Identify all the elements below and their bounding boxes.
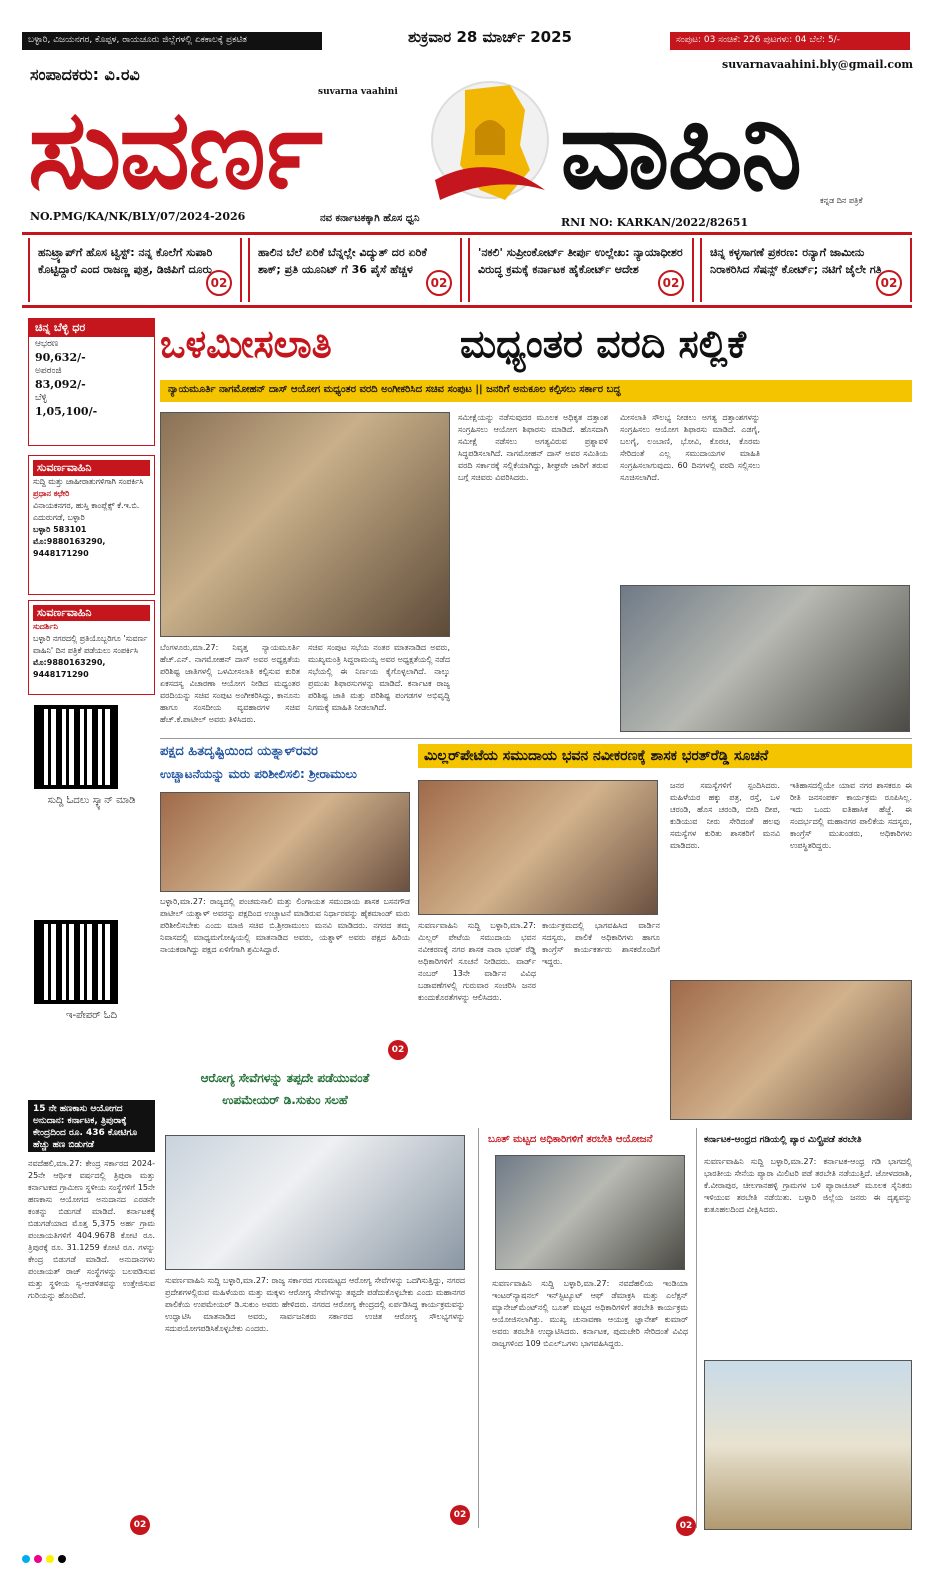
residents-photo [670, 980, 912, 1120]
print-registration-marks [22, 1548, 912, 1558]
office-ad [28, 455, 155, 595]
miller-headline: ಮಿಲ್ಲರ್‌ಪೇಟೆಯ ಸಮುದಾಯ ಭವನ ನವೀಕರಣಕ್ಕೆ ಶಾಸಕ ಭರತ್‌ರೆಡ್ಡಿ ಸೂಚನೆ [418, 744, 912, 768]
finance-body: ನವದೆಹಲಿ,ಮಾ.27: ಕೇಂದ್ರ ಸರ್ಕಾರದ 2024-25ನೇ ಆರ್ಥಿಕ ವರ್ಷದಲ್ಲಿ ತ್ರಿಪುರಾ ಮತ್ತು ಕರ್ನಾಟಕದ ಗ್ರಾಮೀಣ ಸ್ಥಳೀಯ ಸಂಸ್ಥೆಗಳಿಗೆ 15ನೇ ಹಣಕಾಸು ಆಯೋಗದ ಅನುದಾನದ ಎರಡನೇ ಕಂತನ್ನು ಬಿಡುಗಡೆ ಮಾಡಿದೆ. ಕರ್ನಾಟಕಕ್ಕೆ ಬಿಡುಗಡೆಯಾದ ಮೊತ್ತ 5,375 ಅರ್ಹ ಗ್ರಾಮ ಪಂಚಾಯತಿಗಳಿಗೆ 404.9678 ಕೋಟಿ ರೂ. ತ್ರಿಪುರಕ್ಕೆ ರೂ. 31.1259 ಕೋಟಿ ರೂ. ಗಳನ್ನು ಕೇಂದ್ರ ಬಿಡುಗಡೆ ಮಾಡಿದೆ. ಅನುದಾನಗಳು ಪಂಚಾಯತ್ ರಾಜ್ ಸಂಸ್ಥೆಗಳನ್ನು ಬಲಪಡಿಸುವ ಮತ್ತು ಸ್ಥಳೀಯ ಸ್ವ-ಆಡಳಿತವನ್ನು ಉತ್ತೇಜಿಸುವ ಗುರಿಯನ್ನು ಹೊಂದಿವೆ. [28, 1159, 155, 1300]
daily-label: ಕನ್ನಡ ದಿನ ಪತ್ರಿಕೆ [820, 196, 863, 205]
finance-headline: 15 ನೇ ಹಣಕಾಸು ಆಯೋಗದ ಅನುದಾನ: ಕರ್ನಾಟಕ, ತ್ರಿಪುರಾಕ್ಕೆ ಕೇಂದ್ರದಿಂದ ರೂ. 436 ಕೋಟಿಗೂ ಹೆಚ್ಚು ಹಣ ಬಿಡುಗಡೆ [28, 1100, 155, 1152]
health-headline-2: ಉಪಮೇಯರ್ ಡಿ.ಸುಕುಂ ಸಲಹೆ [222, 1093, 348, 1107]
miller-column-3: ಸುವರ್ಣವಾಹಿನಿ ಸುದ್ದಿ ಬಳ್ಳಾರಿ,ಮಾ.27: ಮಿಲ್ಲರ್ ಪೇಟೆಯ ಸಮುದಾಯ ಭವನ ನವೀಕರಣಕ್ಕೆ ನಗರ ಶಾಸಕ ನಾರಾ ಭರತ್ ರೆಡ್ಡಿ ಅಧಿಕಾರಿಗಳಿಗೆ ಸೂಚನೆ ನೀಡಿದರು. ವಾರ್ಡ್ ನಂಬರ್ 13ನೇ ವಾರ್ಡಿನ ವಿವಿಧ ಬಡಾವಣೆಗಳಲ್ಲಿ ಗುರುವಾರ ಸಂಚರಿಸಿ ಜನರ ಕುಂದುಕೊರತೆಗಳನ್ನು ಆಲಿಸಿದರು. [418, 921, 536, 1002]
masthead-subtitle: suvarna vaahini [318, 87, 398, 97]
miller-column-1: ಜನರ ಸಮಸ್ಯೆಗಳಿಗೆ ಸ್ಪಂದಿಸಿದರು. ಮಹಿಳೆಯರ ಹಕ್ಕು ಪತ್ರ, ರಸ್ತೆ, ಒಳ ಚರಂಡಿ, ಹೊಸ ಚರಂಡಿ, ಬೀದಿ ದೀಪ, ಕುಡಿಯುವ ನೀರು ಸೇರಿದಂತೆ ಹಲವು ಸಮಸ್ಯೆಗಳ ಕುರಿತು ಶಾಸಕರಿಗೆ ಮನವಿ ಮಾಡಿದರು. [670, 781, 780, 850]
blo-training-photo [495, 1155, 685, 1270]
subscription-ad [28, 600, 155, 695]
teaser-2[interactable] [248, 238, 462, 302]
lead-headline-right: ಮಧ್ಯಂತರ ವರದಿ ಸಲ್ಲಿಕೆ [460, 322, 747, 366]
miller-column-4: ಕಾರ್ಯಕ್ರಮದಲ್ಲಿ ಭಾಗವಹಿಸಿದ ವಾರ್ಡಿನ ಸದಸ್ಯರು, ಪಾಲಿಕೆ ಅಧಿಕಾರಿಗಳು ಹಾಗೂ ಕಾಂಗ್ರೆಸ್ ಕಾರ್ಯಕರ್ತರು ಶಾಸಕರೊಂದಿಗೆ ಇದ್ದರು. [542, 921, 660, 966]
issue-info: ಸಂಪುಟ: 03 ಸಂಚಿಕೆ: 226 ಪುಟಗಳು: 04 ಬೆಲೆ: 5/- [670, 32, 910, 50]
page-badge: 02 [130, 1515, 150, 1535]
teaser-page-badge: 02 [876, 270, 902, 296]
silver-label: ಬೆಳ್ಳಿ [35, 393, 47, 403]
health-body: ಸುವರ್ಣವಾಹಿನಿ ಸುದ್ದಿ ಬಳ್ಳಾರಿ,ಮಾ.27: ರಾಜ್ಯ ಸರ್ಕಾರದ ಗುಣಮಟ್ಟದ ಆರೋಗ್ಯ ಸೇವೆಗಳನ್ನು ಒದಗಿಸುತ್ತಿದ್ದು, ನಗರದ ಪ್ರದೇಶಗಳಲ್ಲಿರುವ ಮಹಿಳೆಯರು ಮತ್ತು ಮಕ್ಕಳು ಆರೋಗ್ಯ ಸೇವೆಗಳನ್ನು ತಪ್ಪದೇ ಪಡೆದುಕೊಳ್ಳಬೇಕು ಎಂದು ಮಹಾನಗರ ಪಾಲಿಕೆಯ ಉಪಮೇಯರ್ ಡಿ.ಸುಕುಂ ಅವರು ಹೇಳಿದರು. ನಗರದ ಆರೋಗ್ಯ ಕೇಂದ್ರದಲ್ಲಿ ಏರ್ಪಡಿಸಿದ್ದ ಕಾರ್ಯಕ್ರಮವನ್ನು ಉದ್ಘಾಟಿಸಿ ಮಾತನಾಡಿದ ಅವರು, ಸಾರ್ವಜನಿಕರು ಸರ್ಕಾರದ ಉಚಿತ ಆರೋಗ್ಯ ಸೌಲಭ್ಯಗಳನ್ನು ಸದುಪಯೋಗಪಡಿಸಿಕೊಳ್ಳಬೇಕು ಎಂದರು. [165, 1276, 465, 1333]
teaser-rule [22, 305, 912, 308]
teaser-text: 'ನಕಲಿ' ಸುಪ್ರೀಂಕೋರ್ಟ್ ತೀರ್ಪು ಉಲ್ಲೇಖ: ನ್ಯಾಯಾಧೀಶರ ವಿರುದ್ಧ ಕ್ರಮಕ್ಕೆ ಕರ್ನಾಟಕ ಹೈಕೋರ್ಟ್ ಆದೇಶ [478, 246, 683, 276]
postal-registration: NO.PMG/KA/NK/BLY/07/2024-2026 [30, 210, 246, 223]
ad-text: ಬಳ್ಳಾರಿ ನಗರದಲ್ಲಿ ಪ್ರತಿಯೊಬ್ಬರಿಗೂ 'ಸುವರ್ಣ ವಾಹಿನಿ' ದಿನ ಪತ್ರಿಕೆ ಪಡೆಯಲು ಸಂಪರ್ಕಿಸಿ [33, 634, 148, 655]
mla-visit-photo [418, 780, 658, 915]
politics-headline-2: ಉಚ್ಚಾಟನೆಯನ್ನು ಮರು ಪರಿಶೀಲಿಸಲಿ: ಶ್ರೀರಾಮುಲು [160, 767, 357, 781]
miller-column-2: ಇತಿಹಾಸದಲ್ಲಿಯೇ ಯಾವ ನಗರ ಶಾಸಕರೂ ಈ ರೀತಿ ಜನಸಂಪರ್ಕ ಕಾರ್ಯಕ್ರಮ ರೂಪಿಸಿಲ್ಲ. ಇದು ಒಂದು ಐತಿಹಾಸಿಕ ಹೆಜ್ಜೆ. ಈ ಸಂದರ್ಭದಲ್ಲಿ ಮಹಾನಗರ ಪಾಲಿಕೆಯ ಸದಸ್ಯರು, ಕಾಂಗ್ರೆಸ್ ಮುಖಂಡರು, ಅಧಿಕಾರಿಗಳು ಉಪಸ್ಥಿತರಿದ್ದರು. [790, 781, 912, 850]
ad-office-title: ಪ್ರಧಾನ ಕಛೇರಿ [33, 489, 70, 498]
gold-rate-title: ಚಿನ್ನ ಬೆಳ್ಳಿ ಧರ [29, 319, 154, 337]
ad-pin: ಬಳ್ಳಾರಿ 583101 [33, 525, 87, 534]
column-divider [478, 1128, 479, 1528]
teaser-text: ಹಾಲಿನ ಬೆಲೆ ಏರಿಕೆ ಬೆನ್ನಲ್ಲೇ ವಿದ್ಯುತ್ ದರ ಏರಿಕೆ ಶಾಕ್; ಪ್ರತಿ ಯೂನಿಟ್ ಗೆ 36 ಪೈಸೆ ಹೆಚ್ಚಳ [258, 246, 427, 276]
teaser-4[interactable] [700, 238, 912, 302]
ad-line: ಸುದ್ದಿ ಮತ್ತು ಜಾಹೀರಾತುಗಳಿಗಾಗಿ ಸಂಪರ್ಕಿಸಿ [33, 477, 144, 486]
booth-body: ಸುವರ್ಣವಾಹಿನಿ ಸುದ್ದಿ ಬಳ್ಳಾರಿ,ಮಾ.27: ನವದೆಹಲಿಯ ಇಂಡಿಯಾ ಇಂಟರ್‌ನ್ಯಾಷನಲ್ ಇನ್‌ಸ್ಟಿಟ್ಯೂಟ್ ಆಫ್ ಡೆಮಾಕ್ರಸಿ ಮತ್ತು ಎಲೆಕ್ಷನ್ ಮ್ಯಾನೇಜ್‌ಮೆಂಟ್‌ನಲ್ಲಿ ಬೂತ್ ಮಟ್ಟದ ಅಧಿಕಾರಿಗಳಿಗೆ ತರಬೇತಿ ಕಾರ್ಯಕ್ರಮ ಆಯೋಜಿಸಲಾಗಿತ್ತು. ಮುಖ್ಯ ಚುನಾವಣಾ ಆಯುಕ್ತ ಜ್ಞಾನೇಶ್ ಕುಮಾರ್ ಅವರು ತರಬೇತಿ ಉದ್ಘಾಟಿಸಿದರು. ಕರ್ನಾಟಕ, ಪುದುಚೇರಿ ಸೇರಿದಂತೆ ವಿವಿಧ ರಾಜ್ಯಗಳಿಂದ 109 ಬಿಎಲ್‌ಒಗಳು ಭಾಗವಹಿಸಿದ್ದರು. [492, 1279, 688, 1348]
health-camp-photo [165, 1135, 465, 1270]
gold-value: 90,632/- [35, 351, 86, 364]
meeting-photo [620, 585, 910, 732]
ad-phone: ಮೊ:9880163290, 9448171290 [33, 658, 106, 679]
districts-banner: ಬಳ್ಳಾರಿ, ವಿಜಯನಗರ, ಕೊಪ್ಪಳ, ರಾಯಚೂರು ಜಿಲ್ಲೆಗಳಲ್ಲಿ ಏಕಕಾಲಕ್ಕೆ ಪ್ರಕಟಿತ [22, 32, 322, 50]
teaser-text: ಚಿನ್ನ ಕಳ್ಳಸಾಗಣೆ ಪ್ರಕರಣ: ರನ್ಯಾಗೆ ಜಾಮೀನು ನಿರಾಕರಿಸಿದ ಸೆಷನ್ಸ್ ಕೋರ್ಟ್; ನಟಿಗೆ ಜೈಲೇ ಗತಿ [710, 246, 882, 276]
epaper-qr-code[interactable] [34, 920, 118, 1004]
politics-headline-1: ಪಕ್ಷದ ಹಿತದೃಷ್ಟಿಯಿಂದ ಯತ್ನಾಳ್‌ರವರ [160, 744, 318, 759]
silver-value: 1,05,100/- [35, 405, 98, 418]
lead-column-3: ಸಮೀಕ್ಷೆಯನ್ನು ನಡೆಸುವುದರ ಮೂಲಕ ಅಧಿಕೃತ ದತ್ತಾಂಶ ಸಂಗ್ರಹಿಸಲು ಆಯೋಗ ಶಿಫಾರಸು ಮಾಡಿದೆ. ಹೊಸದಾಗಿ ಸಮೀಕ್ಷೆ ನಡೆಸಲು ಅಗತ್ಯವಿರುವ ಪ್ರಶ್ನಾವಳಿ ಸಿದ್ಧಪಡಿಸಲಾಗಿದೆ. ನಾಗಮೋಹನ್ ದಾಸ್ ಅವರ ಸಮಿತಿಯ ವರದಿ ಸರ್ಕಾರಕ್ಕೆ ಸಲ್ಲಿಕೆಯಾಗಿದ್ದು, ಶೀಘ್ರವೇ ಜಾರಿಗೆ ತರುವ ಬಗ್ಗೆ ಸಚಿವರು ವಿವರಿಸಿದರು. [458, 413, 608, 482]
section-divider [160, 738, 912, 739]
masthead-title-left: ಸುವರ್ಣ [28, 88, 321, 211]
gold-value: 83,092/- [35, 378, 86, 391]
ad-heading: ಸುದರ್ಶಿನಿ [33, 622, 58, 631]
ad-brand: ಸುವರ್ಣವಾಹಿನಿ [33, 460, 150, 476]
teaser-page-badge: 02 [658, 270, 684, 296]
contact-email[interactable]: suvarnavaahini.bly@gmail.com [722, 58, 914, 71]
cabinet-report-photo [160, 412, 450, 637]
page-badge: 02 [388, 1040, 408, 1060]
ad-address: ವಿನಾಯಕನಗರ, ಹುಸ್ತಿ ಕಾಂಪ್ಲೆಕ್ಸ್ ಕೆ.ಇ.ಬಿ. ಎದುರುಗಡೆ, ಬಳ್ಳಾರಿ [33, 501, 140, 522]
teaser-page-badge: 02 [426, 270, 452, 296]
column-divider [696, 1128, 697, 1528]
lead-column-4: ಮೀಸಲಾತಿ ಸೌಲಭ್ಯ ನೀಡಲು ಅಗತ್ಯ ದತ್ತಾಂಶಗಳನ್ನು ಸಂಗ್ರಹಿಸಲು ಆಯೋಗ ಶಿಫಾರಸು ಮಾಡಿದೆ. ಎಡಗೈ, ಬಲಗೈ, ಲಂಬಾಣಿ, ಭೋವಿ, ಕೊರಚ, ಕೊರಮ ಸೇರಿದಂತೆ ಎಲ್ಲ ಸಮುದಾಯಗಳ ಮಾಹಿತಿ ಸಂಗ್ರಹಿಸಲಾಗುವುದು. 60 ದಿನಗಳಲ್ಲಿ ವರದಿ ಸಲ್ಲಿಸಲು ಸೂಚಿಸಲಾಗಿದೆ. [620, 413, 760, 482]
sriramulu-photo [160, 792, 410, 892]
teaser-page-badge: 02 [206, 270, 232, 296]
teaser-text: ಹನಿಟ್ರ್ಯಾಪ್‌ಗೆ ಹೊಸ ಟ್ವಿಸ್ಟ್: ನನ್ನ ಕೊಲೆಗೆ ಸುಪಾರಿ ಕೊಟ್ಟಿದ್ದಾರೆ ಎಂದ ರಾಜಣ್ಣ ಪುತ್ರ, ಡಿಜಿಪಿಗೆ ದೂರು [38, 246, 213, 276]
teaser-3[interactable] [468, 238, 694, 302]
masthead-title-right: ವಾಹಿನಿ [560, 88, 801, 211]
lead-column-1: ಬೆಂಗಳೂರು,ಮಾ.27: ನಿವೃತ್ತ ನ್ಯಾಯಮೂರ್ತಿ ಹೆಚ್.ಎನ್. ನಾಗಮೋಹನ್ ದಾಸ್ ಅವರ ಅಧ್ಯಕ್ಷತೆಯ ಪರಿಶಿಷ್ಟ ಜಾತಿಗಳಲ್ಲಿ ಒಳಮೀಸಲಾತಿ ಕಲ್ಪಿಸುವ ಕುರಿತ ಏಕಸದಸ್ಯ ವಿಚಾರಣಾ ಆಯೋಗ ನೀಡಿದ ಮಧ್ಯಂತರ ವರದಿಯನ್ನು ಸಚಿವ ಸಂಪುಟ ಅಂಗೀಕರಿಸಿದ್ದು, ಕಾನೂನು ಹಾಗೂ ಸಂಸದೀಯ ವ್ಯವಹಾರಗಳ ಸಚಿವ ಹೆಚ್.ಕೆ.ಪಾಟೀಲ್ ಅವರು ತಿಳಿಸಿದರು. [160, 643, 300, 724]
masthead-tagline: ನವ ಕರ್ನಾಟಕಕ್ಕಾಗಿ ಹೊಸ ಧ್ವನಿ [320, 213, 420, 224]
gold-label: ಆಭರಣ [35, 339, 59, 349]
qr-caption: ಸುದ್ದಿ ಓದಲು ಸ್ಕ್ಯಾನ್ ಮಾಡಿ [47, 795, 136, 806]
teaser-1[interactable] [28, 238, 242, 302]
lead-subhead: ನ್ಯಾಯಮೂರ್ತಿ ನಾಗಮೋಹನ್ ದಾಸ್ ಆಯೋಗ ಮಧ್ಯಂತರ ವರದಿ ಅಂಗೀಕರಿಸಿದ ಸಚಿವ ಸಂಪುಟ || ಜನರಿಗೆ ಅನುಕೂಲ ಕಲ್ಪಿಸಲು ಸರ್ಕಾರ ಬದ್ಧ [160, 380, 912, 402]
ad-brand: ಸುವರ್ಣವಾಹಿನಿ [33, 605, 150, 621]
health-headline-1: ಆರೋಗ್ಯ ಸೇವೆಗಳನ್ನು ತಪ್ಪದೇ ಪಡೆಯುವಂತೆ [200, 1071, 370, 1085]
issue-date: ಶುಕ್ರವಾರ 28 ಮಾರ್ಚ್ 2025 [408, 28, 572, 46]
lead-headline-left: ಒಳಮೀಸಲಾತಿ [160, 322, 332, 366]
politics-body: ಬಳ್ಳಾರಿ,ಮಾ.27: ರಾಜ್ಯದಲ್ಲಿ ಪಂಚಮಸಾಲಿ ಮತ್ತು ಲಿಂಗಾಯತ ಸಮುದಾಯ ಶಾಸಕ ಬಸನಗೌಡ ಪಾಟೀಲ್ ಯತ್ನಾಳ್ ಅವರನ್ನು ಪಕ್ಷದಿಂದ ಉಚ್ಚಾಟನೆ ಮಾಡಿರುವ ನಿರ್ಧಾರವನ್ನು ಹೈಕಮಾಂಡ್ ಮರು ಪರಿಶೀಲಿಸಬೇಕು ಎಂದು ಮಾಜಿ ಸಚಿವ ಬಿ.ಶ್ರೀರಾಮುಲು ಮನವಿ ಮಾಡಿದರು. ನಗರದ ತಮ್ಮ ನಿವಾಸದಲ್ಲಿ ಮಾಧ್ಯಮಗೋಷ್ಠಿಯಲ್ಲಿ ಮಾತನಾಡಿದ ಅವರು, ಯತ್ನಾಳ್ ಅವರು ಪಕ್ಷದ ಹಿರಿಯ ನಾಯಕರಾಗಿದ್ದು ಪಕ್ಷದ ಏಳಿಗೆಗಾಗಿ ಶ್ರಮಿಸಿದ್ದಾರೆ. [160, 897, 410, 954]
news-qr-code[interactable] [34, 705, 118, 789]
page-badge: 02 [676, 1516, 696, 1536]
rni-number: RNI NO: KARKAN/2022/82651 [561, 216, 749, 229]
gold-rate-box [28, 318, 155, 446]
drone-headline: ಕರ್ನಾಟಕ-ಆಂಧ್ರದ ಗಡಿಯಲ್ಲಿ ಪ್ಯಾರ ಮಿಲ್ಟ್ರಿಪಡೆ ತರಬೇತಿ [704, 1135, 862, 1145]
editor-name: ಸಂಪಾದಕರು: ವಿ.ರವಿ [30, 65, 140, 84]
lead-column-2: ಸಚಿವ ಸಂಪುಟ ಸಭೆಯ ನಂತರ ಮಾತನಾಡಿದ ಅವರು, ಮುಖ್ಯಮಂತ್ರಿ ಸಿದ್ದರಾಮಯ್ಯ ಅವರ ಅಧ್ಯಕ್ಷತೆಯಲ್ಲಿ ನಡೆದ ಸಭೆಯಲ್ಲಿ ಈ ನಿರ್ಣಯ ಕೈಗೊಳ್ಳಲಾಗಿದೆ. ನಾಲ್ಕು ಪ್ರಮುಖ ಶಿಫಾರಸುಗಳನ್ನು ಮಾಡಿದೆ. ಕರ್ನಾಟಕ ರಾಜ್ಯ ಪರಿಶಿಷ್ಟ ಜಾತಿ ಮತ್ತು ಪರಿಶಿಷ್ಟ ಪಂಗಡಗಳ ಅಭಿವೃದ್ಧಿ ನಿಗಮಕ್ಕೆ ಮಾಹಿತಿ ನೀಡಲಾಗಿದೆ. [308, 643, 450, 712]
karnataka-map-emblem-icon [425, 70, 555, 220]
qr-caption: ಇ-ಪೇಪರ್ ಓದಿ [65, 1010, 118, 1021]
masthead-rule [22, 232, 912, 235]
page-badge: 02 [450, 1505, 470, 1525]
paratroopers-photo [704, 1360, 912, 1530]
gold-label: ಅಪರಂಜಿ [35, 366, 62, 376]
booth-headline: ಬೂತ್ ಮಟ್ಟದ ಅಧಿಕಾರಿಗಳಿಗೆ ತರಬೇತಿ ಆಯೋಜನೆ [488, 1134, 653, 1145]
drone-body: ಸುವರ್ಣವಾಹಿನಿ ಸುದ್ದಿ ಬಳ್ಳಾರಿ,ಮಾ.27: ಕರ್ನಾಟಕ-ಆಂಧ್ರ ಗಡಿ ಭಾಗದಲ್ಲಿ ಭಾರತೀಯ ಸೇನೆಯ ಪ್ಯಾರಾ ಮಿಲಿಟರಿ ಪಡೆ ತರಬೇತಿ ನಡೆಯುತ್ತಿದೆ. ಜೋಳದರಾಶಿ, ಕೆ.ವೀರಾಪುರ, ಚೀಲಗಾನಹಳ್ಳಿ ಗ್ರಾಮಗಳ ಬಳಿ ಪ್ಯಾರಾಚೂಟ್ ಮೂಲಕ ಸೈನಿಕರು ಇಳಿಯುವ ತರಬೇತಿ ನಡೆಯಿತು. ಬಳ್ಳಾರಿ ಜಿಲ್ಲೆಯ ಜನರು ಈ ದೃಶ್ಯವನ್ನು ಕುತೂಹಲದಿಂದ ವೀಕ್ಷಿಸಿದರು. [704, 1157, 912, 1214]
ad-phone: ಮೊ:9880163290, 9448171290 [33, 537, 106, 558]
